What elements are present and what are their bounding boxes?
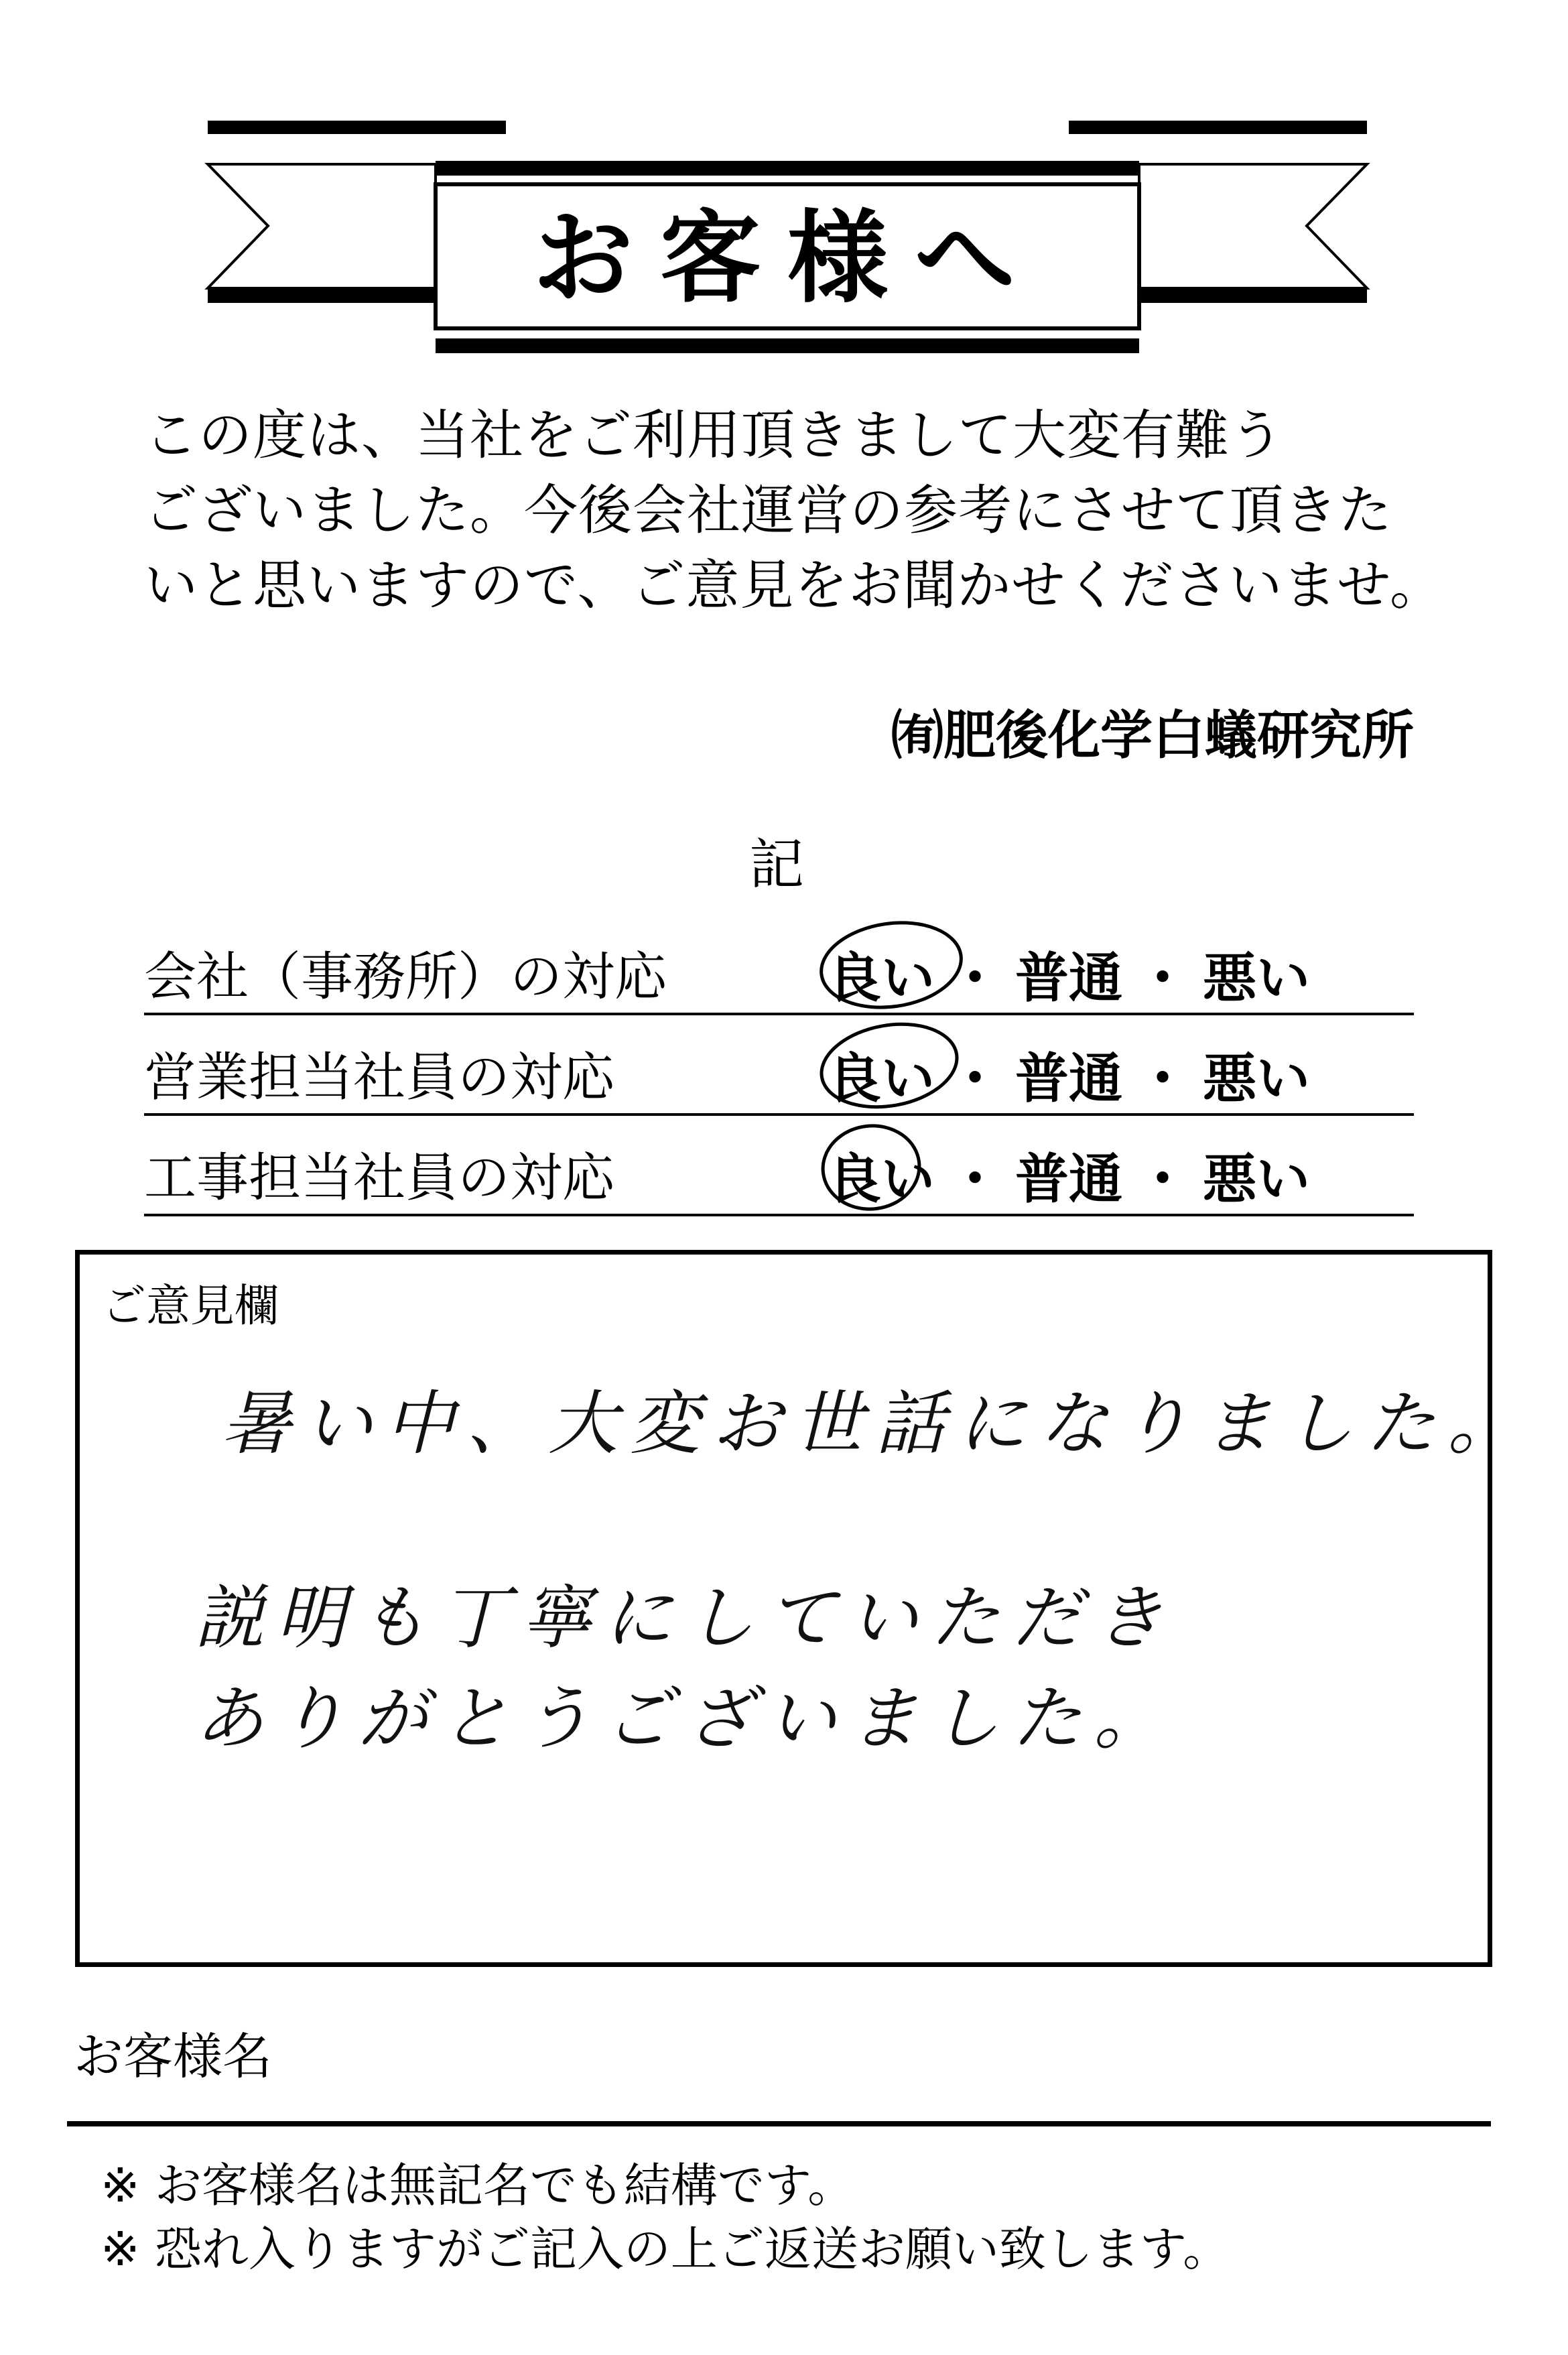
option-bad[interactable]: 悪い bbox=[1203, 1148, 1310, 1210]
handwritten-line-3: ありがとうございました。 bbox=[194, 1677, 1176, 1759]
option-normal[interactable]: 普通 bbox=[1015, 1047, 1122, 1110]
ki-heading: 記 bbox=[749, 833, 805, 897]
rating-row-label: 工事担当社員の対応 bbox=[144, 1148, 615, 1208]
rating-row-construction bbox=[144, 1116, 1414, 1216]
separator: ・ bbox=[1136, 1047, 1189, 1110]
option-good[interactable]: 良い bbox=[828, 1148, 935, 1210]
option-good[interactable]: 良い bbox=[828, 947, 935, 1009]
page-title: お客様へ bbox=[532, 199, 1042, 317]
separator: ・ bbox=[948, 1047, 1002, 1110]
customer-name-label: お客様名 bbox=[74, 2028, 272, 2086]
row-divider bbox=[144, 1214, 1414, 1216]
separator: ・ bbox=[1136, 1148, 1189, 1210]
rating-row-label: 営業担当社員の対応 bbox=[144, 1047, 615, 1108]
option-good[interactable]: 良い bbox=[828, 1047, 935, 1110]
customer-name-underline bbox=[67, 2121, 1491, 2126]
intro-line-2: ございました。今後会社運営の参考にさせて頂きた bbox=[144, 479, 1392, 542]
handwritten-line-2: 説明も丁寧にしていただき bbox=[194, 1577, 1176, 1659]
handwritten-line-1: 暑い中、大変お世話になりました。 bbox=[221, 1383, 1530, 1464]
rating-row-office bbox=[144, 915, 1414, 1015]
option-bad[interactable]: 悪い bbox=[1203, 947, 1310, 1009]
intro-line-1: この度は、当社をご利用頂きまして大変有難う bbox=[144, 404, 1284, 466]
rating-options bbox=[828, 1136, 1417, 1213]
rating-row-label: 会社（事務所）の対応 bbox=[144, 947, 667, 1007]
note-2: ※ 恐れ入りますがご記入の上ご返送お願い致します。 bbox=[101, 2222, 1230, 2277]
rating-options bbox=[828, 935, 1417, 1012]
separator: ・ bbox=[948, 947, 1002, 1009]
option-bad[interactable]: 悪い bbox=[1203, 1047, 1310, 1110]
ribbon-banner bbox=[0, 0, 1568, 375]
option-normal[interactable]: 普通 bbox=[1015, 947, 1122, 1009]
separator: ・ bbox=[1136, 947, 1189, 1009]
customer-name-field[interactable] bbox=[281, 2017, 1488, 2111]
note-1: ※ お客様名は無記名でも結構です。 bbox=[101, 2158, 855, 2213]
option-normal[interactable]: 普通 bbox=[1015, 1148, 1122, 1210]
rating-row-sales bbox=[144, 1015, 1414, 1116]
company-name: ㈲肥後化学白蟻研究所 bbox=[891, 706, 1414, 766]
intro-line-3: いと思いますので、ご意見をお聞かせくださいませ。 bbox=[144, 554, 1444, 617]
separator: ・ bbox=[948, 1148, 1002, 1210]
opinion-label: ご意見欄 bbox=[102, 1280, 279, 1332]
rating-options bbox=[828, 1035, 1417, 1112]
